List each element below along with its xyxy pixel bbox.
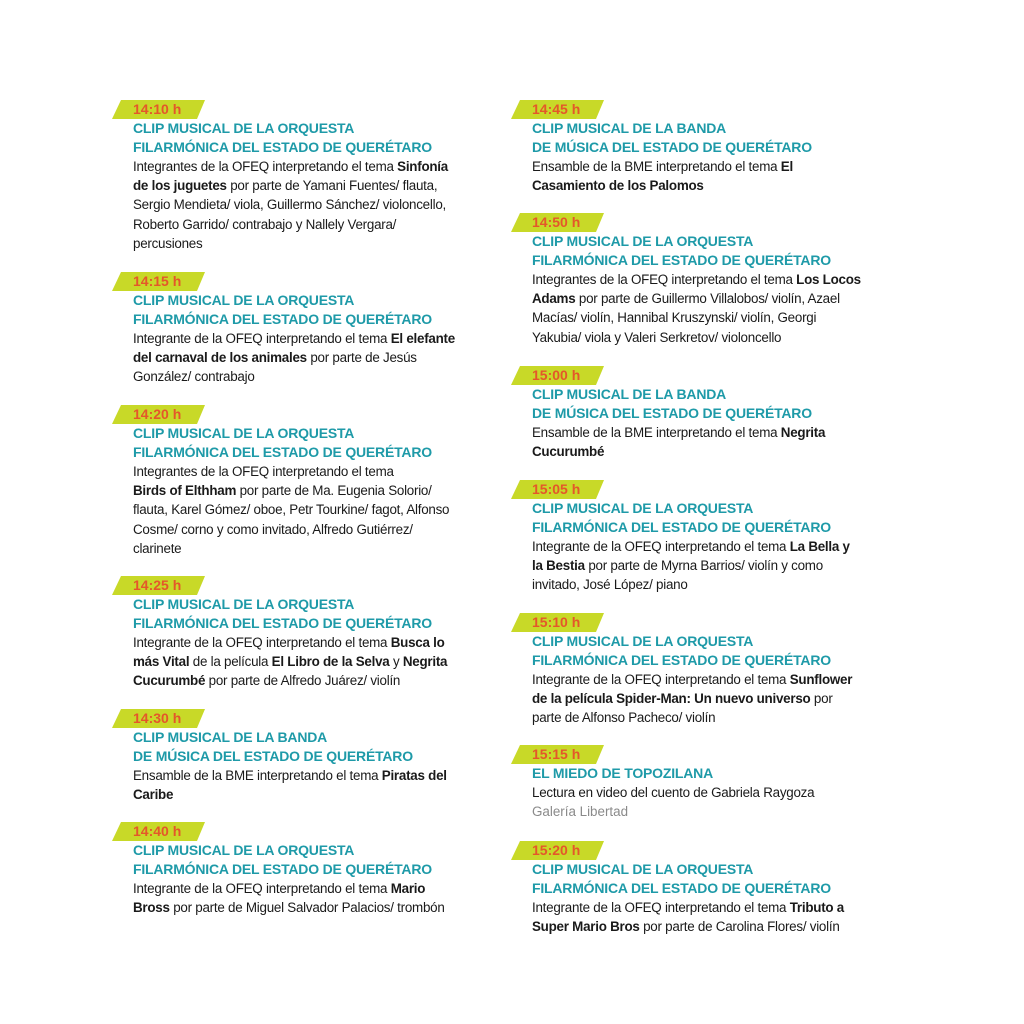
description-line	[133, 481, 492, 500]
event-title-line: FILARMÓNICA DEL ESTADO DE QUERÉTARO	[532, 880, 831, 896]
highlight-text: la Bestia	[532, 558, 585, 574]
entry-body	[532, 232, 891, 347]
event-title	[133, 728, 492, 766]
highlight-text: Cucurumbé	[133, 673, 206, 689]
description-line	[532, 575, 891, 594]
highlight-text: Busca lo	[390, 635, 445, 650]
description-text: Ensamble de la BME interpretando el tema	[532, 425, 781, 440]
highlight-text: Birds of Elthham	[133, 483, 237, 499]
description-text: Integrante de la OFEQ interpretando el tema	[532, 539, 790, 554]
time-badge: 14:25 h	[112, 576, 197, 595]
description-text: y	[389, 654, 403, 670]
description-line	[133, 633, 492, 652]
event-title-line: FILARMÓNICA DEL ESTADO DE QUERÉTARO	[133, 139, 432, 155]
schedule-entry	[511, 100, 891, 195]
entry-body	[532, 860, 891, 936]
event-title	[133, 841, 492, 879]
description-text: por parte de Myrna Barrios/ violín y como	[584, 558, 823, 574]
event-title-line: CLIP MUSICAL DE LA ORQUESTA	[532, 861, 754, 877]
event-title-line: FILARMÓNICA DEL ESTADO DE QUERÉTARO	[532, 519, 831, 535]
description-text: Integrante de la OFEQ interpretando el tema	[532, 672, 790, 687]
highlight-text: La Bella y	[789, 539, 850, 554]
description-text: por	[810, 691, 833, 707]
time-badge: 14:30 h	[112, 709, 197, 728]
entry-body	[133, 424, 492, 558]
highlight-text: Casamiento de los Palomos	[532, 178, 704, 194]
description-text: flauta, Karel Gómez/ oboe, Petr Tourkine/ fagot, Alfonso	[133, 502, 450, 518]
description-text: Ensamble de la BME interpretando el tema	[133, 768, 382, 783]
schedule-entry	[511, 366, 891, 461]
description-text: Macías/ violín, Hannibal Kruszynski/ violín, Georgi	[532, 310, 817, 326]
description-text: por parte de Jesús	[306, 350, 417, 366]
event-title-line: CLIP MUSICAL DE LA BANDA	[532, 386, 727, 402]
highlight-text: Negrita	[780, 425, 826, 440]
highlight-text: Tributo a	[789, 900, 845, 915]
highlight-text: Piratas del	[381, 768, 447, 783]
description-text: por parte de Miguel Salvador Palacios/ trombón	[169, 900, 445, 916]
event-description	[532, 537, 891, 595]
description-line	[532, 917, 891, 936]
event-title-line: FILARMÓNICA DEL ESTADO DE QUERÉTARO	[133, 444, 432, 460]
entry-body	[532, 385, 891, 461]
event-description	[532, 670, 891, 728]
event-title	[532, 632, 891, 670]
description-line	[532, 556, 891, 575]
entry-body	[133, 595, 492, 691]
schedule-entry	[112, 822, 492, 917]
schedule-entry	[511, 213, 891, 347]
description-text: por parte de Ma. Eugenia Solorio/	[236, 483, 432, 499]
description-line	[532, 689, 891, 708]
time-badge: 14:40 h	[112, 822, 197, 841]
event-title-line: CLIP MUSICAL DE LA BANDA	[532, 120, 727, 136]
description-line	[133, 652, 492, 671]
description-text: Integrante de la OFEQ interpretando el tema	[532, 900, 790, 915]
event-description	[532, 270, 891, 347]
event-title	[133, 119, 492, 157]
event-title-line: EL MIEDO DE TOPOZILANA	[532, 765, 713, 781]
time-badge: 14:45 h	[511, 100, 596, 119]
description-line	[133, 500, 492, 519]
description-line	[133, 898, 492, 917]
event-title	[133, 291, 492, 329]
description-line	[133, 348, 492, 367]
event-title	[532, 385, 891, 423]
event-title-line: CLIP MUSICAL DE LA ORQUESTA	[133, 120, 355, 136]
description-line	[532, 270, 891, 289]
highlight-text: Super Mario Bros	[532, 919, 640, 935]
description-line	[133, 215, 492, 234]
event-description	[532, 898, 891, 936]
description-line	[532, 783, 891, 802]
description-text: invitado, José López/ piano	[532, 577, 688, 593]
event-title-line: DE MÚSICA DEL ESTADO DE QUERÉTARO	[532, 405, 812, 421]
description-text: por parte de Alfredo Juárez/ violín	[205, 673, 401, 689]
description-line	[532, 176, 891, 195]
description-text: parte de Alfonso Pacheco/ violín	[532, 710, 716, 726]
description-text: Integrante de la OFEQ interpretando el tema	[133, 331, 391, 346]
description-line	[133, 766, 492, 785]
time-badge: 15:10 h	[511, 613, 596, 632]
highlight-text: El	[780, 159, 793, 174]
time-badge: 14:15 h	[112, 272, 197, 291]
event-description	[133, 462, 492, 558]
entry-body	[133, 728, 492, 804]
description-line	[532, 157, 891, 176]
event-title-line: FILARMÓNICA DEL ESTADO DE QUERÉTARO	[133, 861, 432, 877]
description-line	[133, 367, 492, 386]
description-text: Yakubia/ viola y Valeri Serkretov/ violoncello	[532, 329, 782, 345]
highlight-text: de la película Spider-Man: Un nuevo universo	[532, 691, 811, 707]
event-description	[532, 783, 891, 802]
event-title	[133, 424, 492, 462]
event-title-line: FILARMÓNICA DEL ESTADO DE QUERÉTARO	[133, 615, 432, 631]
entry-body	[133, 291, 492, 387]
highlight-text: Caribe	[133, 787, 174, 803]
description-line	[532, 328, 891, 347]
description-text: Ensamble de la BME interpretando el tema	[532, 159, 781, 174]
description-line	[532, 442, 891, 461]
highlight-text: El elefante	[390, 331, 455, 346]
event-description	[133, 157, 492, 253]
description-text: por parte de Yamani Fuentes/ flauta,	[226, 178, 438, 194]
event-title	[532, 499, 891, 537]
time-badge: 14:10 h	[112, 100, 197, 119]
description-line	[133, 520, 492, 539]
description-text: de la película	[189, 654, 272, 670]
event-title-line: CLIP MUSICAL DE LA ORQUESTA	[532, 233, 754, 249]
event-title-line: CLIP MUSICAL DE LA ORQUESTA	[133, 425, 355, 441]
highlight-text: Los Locos	[796, 272, 861, 287]
event-title	[133, 595, 492, 633]
description-text: Integrantes de la OFEQ interpretando el tema	[532, 272, 797, 287]
entry-body	[532, 632, 891, 728]
description-text: clarinete	[133, 540, 182, 556]
event-title-line: CLIP MUSICAL DE LA ORQUESTA	[532, 633, 754, 649]
event-title-line: DE MÚSICA DEL ESTADO DE QUERÉTARO	[133, 748, 413, 764]
event-title	[532, 119, 891, 157]
description-line	[133, 462, 492, 481]
description-text: Integrante de la OFEQ interpretando el tema	[133, 881, 391, 896]
description-text: Integrante de la OFEQ interpretando el tema	[133, 635, 391, 650]
schedule-entry	[511, 745, 891, 821]
description-line	[532, 289, 891, 308]
event-description	[133, 329, 492, 387]
event-description	[133, 879, 492, 917]
event-title-line: FILARMÓNICA DEL ESTADO DE QUERÉTARO	[532, 652, 831, 668]
venue-label: Galería Libertad	[532, 804, 629, 820]
description-line	[532, 423, 891, 442]
description-line	[133, 539, 492, 558]
description-line	[532, 670, 891, 689]
event-title	[532, 860, 891, 898]
description-line	[532, 708, 891, 727]
description-text: Lectura en video del cuento de Gabriela Raygoza	[532, 785, 815, 800]
description-line	[532, 308, 891, 327]
description-text: Integrantes de la OFEQ interpretando el tema	[133, 464, 394, 479]
event-title	[532, 764, 891, 783]
schedule-entry	[112, 405, 492, 558]
schedule-entry	[112, 100, 492, 253]
highlight-text: Adams	[532, 291, 576, 307]
time-badge: 14:50 h	[511, 213, 596, 232]
event-title-line: CLIP MUSICAL DE LA ORQUESTA	[133, 842, 355, 858]
event-description	[532, 157, 891, 195]
description-line	[532, 898, 891, 917]
description-text: Integrantes de la OFEQ interpretando el tema	[133, 159, 398, 174]
highlight-text: Cucurumbé	[532, 444, 605, 460]
time-badge: 15:20 h	[511, 841, 596, 860]
description-text: percusiones	[133, 235, 203, 251]
highlight-text: Negrita	[402, 654, 448, 670]
time-badge: 15:00 h	[511, 366, 596, 385]
event-title-line: CLIP MUSICAL DE LA ORQUESTA	[133, 596, 355, 612]
entry-body	[532, 499, 891, 595]
schedule-entry	[511, 613, 891, 728]
highlight-text: Sinfonía	[397, 159, 448, 174]
event-title-line: CLIP MUSICAL DE LA ORQUESTA	[532, 500, 754, 516]
description-text: Cosme/ corno y como invitado, Alfredo Gutiérrez/	[133, 521, 413, 537]
time-badge: 14:20 h	[112, 405, 197, 424]
entry-body	[532, 119, 891, 195]
schedule-entry	[112, 709, 492, 804]
highlight-text: Mario	[390, 881, 426, 896]
event-title-line: FILARMÓNICA DEL ESTADO DE QUERÉTARO	[532, 252, 831, 268]
description-line	[133, 671, 492, 690]
schedule-entry	[112, 272, 492, 387]
highlight-text: del carnaval de los animales	[133, 350, 307, 366]
description-text: Sergio Mendieta/ viola, Guillermo Sánchez/ violoncello,	[133, 197, 446, 213]
entry-body	[133, 841, 492, 917]
event-title-line: FILARMÓNICA DEL ESTADO DE QUERÉTARO	[133, 311, 432, 327]
entry-body	[532, 764, 891, 821]
event-title	[532, 232, 891, 270]
description-line	[133, 195, 492, 214]
highlight-text: de los juguetes	[133, 178, 227, 194]
description-text: González/ contrabajo	[133, 369, 255, 385]
highlight-text: Sunflower	[789, 672, 853, 687]
time-badge: 15:05 h	[511, 480, 596, 499]
description-text: Roberto Garrido/ contrabajo y Nallely Vergara/	[133, 216, 397, 232]
highlight-text: más Vital	[133, 654, 190, 670]
description-line	[133, 329, 492, 348]
entry-body	[133, 119, 492, 253]
time-badge: 15:15 h	[511, 745, 596, 764]
description-line	[133, 157, 492, 176]
description-text: por parte de Guillermo Villalobos/ violín, Azael	[575, 291, 840, 307]
highlight-text: Bross	[133, 900, 170, 916]
description-line	[133, 234, 492, 253]
schedule-entry	[511, 841, 891, 936]
description-line	[532, 537, 891, 556]
event-title-line: CLIP MUSICAL DE LA BANDA	[133, 729, 328, 745]
event-title-line: CLIP MUSICAL DE LA ORQUESTA	[133, 292, 355, 308]
highlight-text: El Libro de la Selva	[271, 654, 390, 670]
description-line	[133, 176, 492, 195]
schedule-entry	[112, 576, 492, 691]
event-title-line: DE MÚSICA DEL ESTADO DE QUERÉTARO	[532, 139, 812, 155]
description-line	[133, 879, 492, 898]
description-line	[133, 785, 492, 804]
event-description	[133, 766, 492, 804]
schedule-entry	[511, 480, 891, 595]
event-description	[133, 633, 492, 691]
description-text: por parte de Carolina Flores/ violín	[639, 919, 840, 935]
event-description	[532, 423, 891, 461]
